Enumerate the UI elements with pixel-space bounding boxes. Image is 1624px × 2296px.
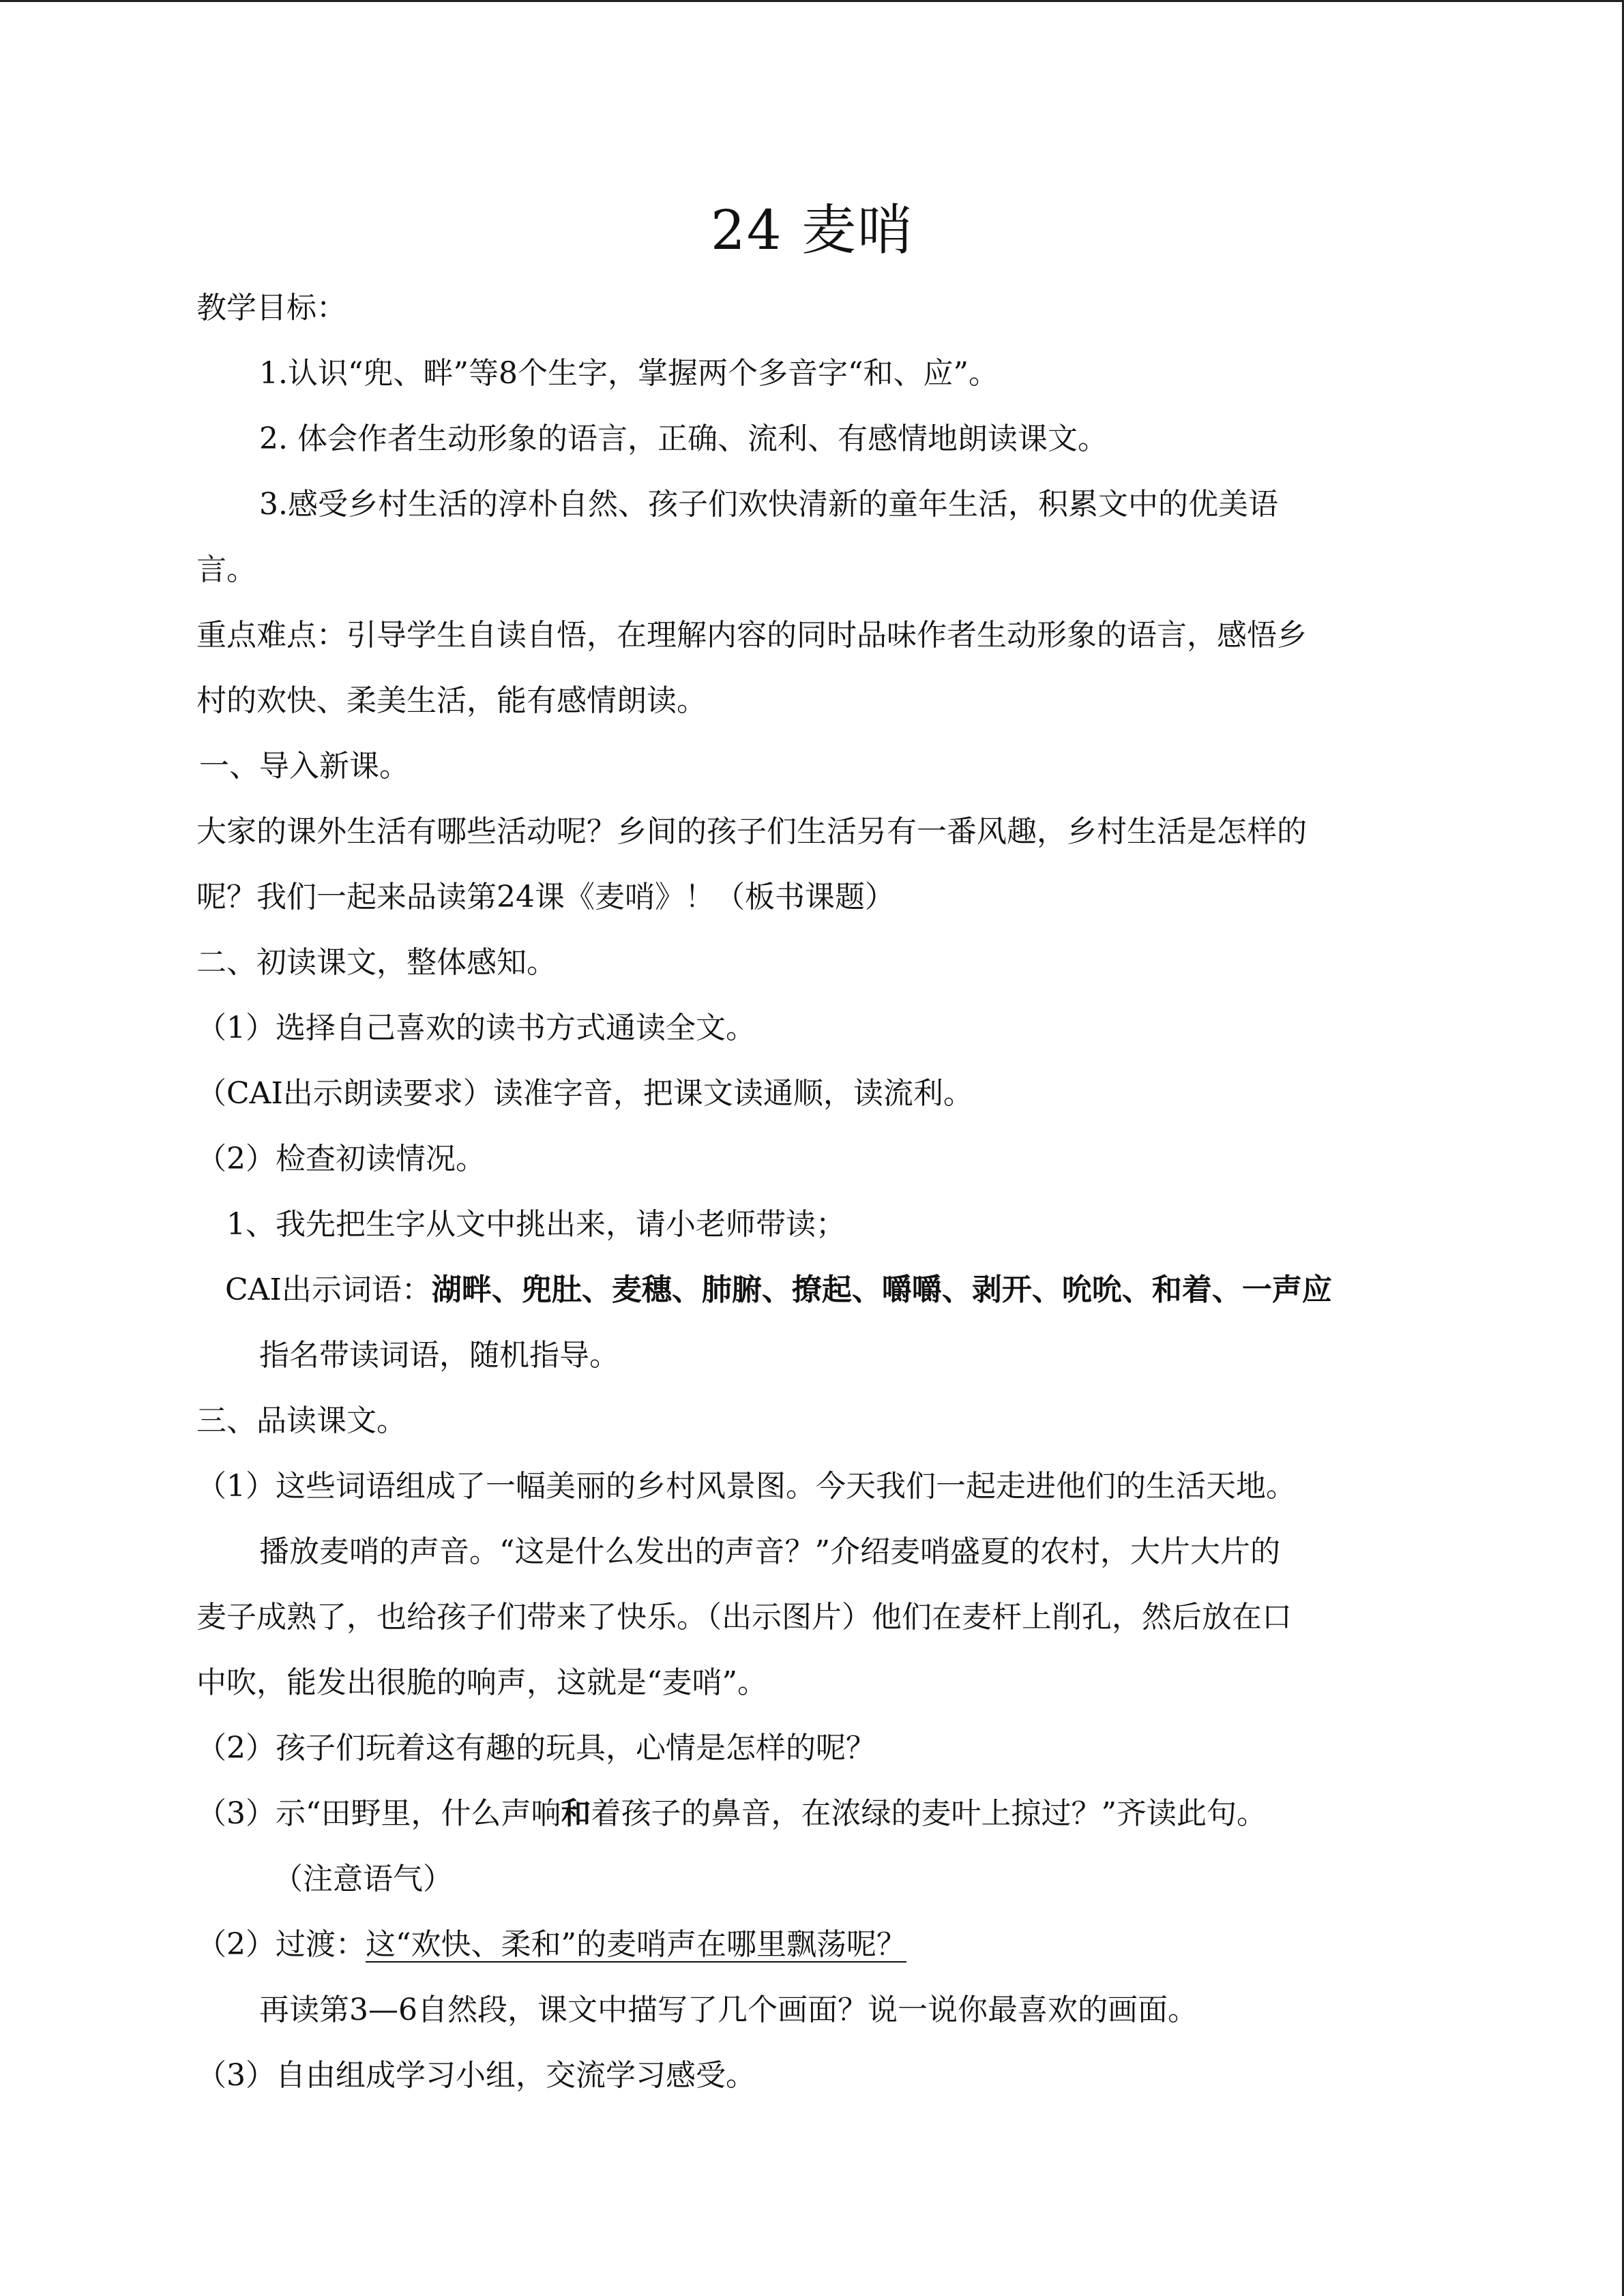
text-line: （2）孩子们玩着这有趣的玩具，心情是怎样的呢？ xyxy=(196,1731,876,1765)
text-line: 麦子成熟了，也给孩子们带来了快乐。（出示图片）他们在麦杆上削孔，然后放在口 xyxy=(196,1600,1292,1635)
text-line: 言。 xyxy=(196,552,256,587)
transition-question: 这“欢快、柔和”的麦哨声在哪里飘荡呢？ xyxy=(366,1927,906,1962)
quote-part-1: （3）示“田野里，什么声响 xyxy=(196,1796,561,1831)
text-line: （CAI出示朗读要求）读准字音，把课文读通顺，读流利。 xyxy=(196,1076,973,1111)
text-line: （1）这些词语组成了一幅美丽的乡村风景图。今天我们一起走进他们的生活天地。 xyxy=(196,1469,1296,1504)
text-line: 大家的课外生活有哪些活动呢？乡间的孩子们生活另有一番风趣，乡村生活是怎样的 xyxy=(196,814,1307,849)
quote-line xyxy=(196,1795,1267,1833)
text-line: （2）检查初读情况。 xyxy=(196,1142,486,1176)
cai-vocabulary-line xyxy=(225,1271,1332,1309)
text-line: 重点难点：引导学生自读自悟，在理解内容的同时品味作者生动形象的语言，感悟乡 xyxy=(196,618,1307,653)
text-line: 2. 体会作者生动形象的语言，正确、流利、有感情地朗读课文。 xyxy=(259,421,1108,456)
transition-line xyxy=(196,1926,906,1964)
text-line: 指名带读词语，随机指导。 xyxy=(259,1338,619,1373)
text-line: 二、初读课文，整体感知。 xyxy=(196,945,557,980)
transition-label: （2）过渡： xyxy=(196,1927,366,1962)
text-line: 呢？我们一起来品读第24课《麦哨》！（板书课题） xyxy=(196,880,895,914)
text-line: 1、我先把生字从文中挑出来，请小老师带读； xyxy=(226,1207,846,1242)
text-line: 播放麦哨的声音。“这是什么发出的声音？”介绍麦哨盛夏的农村，大片大片的 xyxy=(259,1534,1280,1569)
vocabulary-words: 湖畔、兜肚、麦穗、肺腑、撩起、嚼嚼、剥开、吮吮、和着、一声应 xyxy=(431,1272,1332,1307)
text-line: 三、品读课文。 xyxy=(196,1403,407,1438)
page-border-top xyxy=(0,0,1624,2)
document-title: 24 麦哨 xyxy=(710,198,914,262)
text-line: （3）自由组成学习小组，交流学习感受。 xyxy=(196,2058,756,2093)
text-line: （1）选择自己喜欢的读书方式通读全文。 xyxy=(196,1011,756,1045)
text-line: 教学目标： xyxy=(196,290,346,325)
text-line: 中吹，能发出很脆的响声，这就是“麦哨”。 xyxy=(196,1665,767,1700)
cai-vocabulary-label: CAI出示词语： xyxy=(225,1272,432,1307)
text-line: 一、导入新课。 xyxy=(199,749,409,784)
text-line: 再读第3—6自然段，课文中描写了几个画面？说一说你最喜欢的画面。 xyxy=(259,1993,1198,2027)
quote-emphasis: 和 xyxy=(561,1796,591,1831)
text-line: 1.认识“兜、畔”等8个生字，掌握两个多音字“和、应”。 xyxy=(259,356,999,391)
quote-part-2: 着孩子的鼻音，在浓绿的麦叶上掠过？”齐读此句。 xyxy=(591,1796,1267,1831)
text-line: 3.感受乡村生活的淳朴自然、孩子们欢快清新的童年生活，积累文中的优美语 xyxy=(259,487,1278,522)
text-line: 村的欢快、柔美生活，能有感情朗读。 xyxy=(196,683,707,718)
text-line: （注意语气） xyxy=(273,1862,453,1896)
